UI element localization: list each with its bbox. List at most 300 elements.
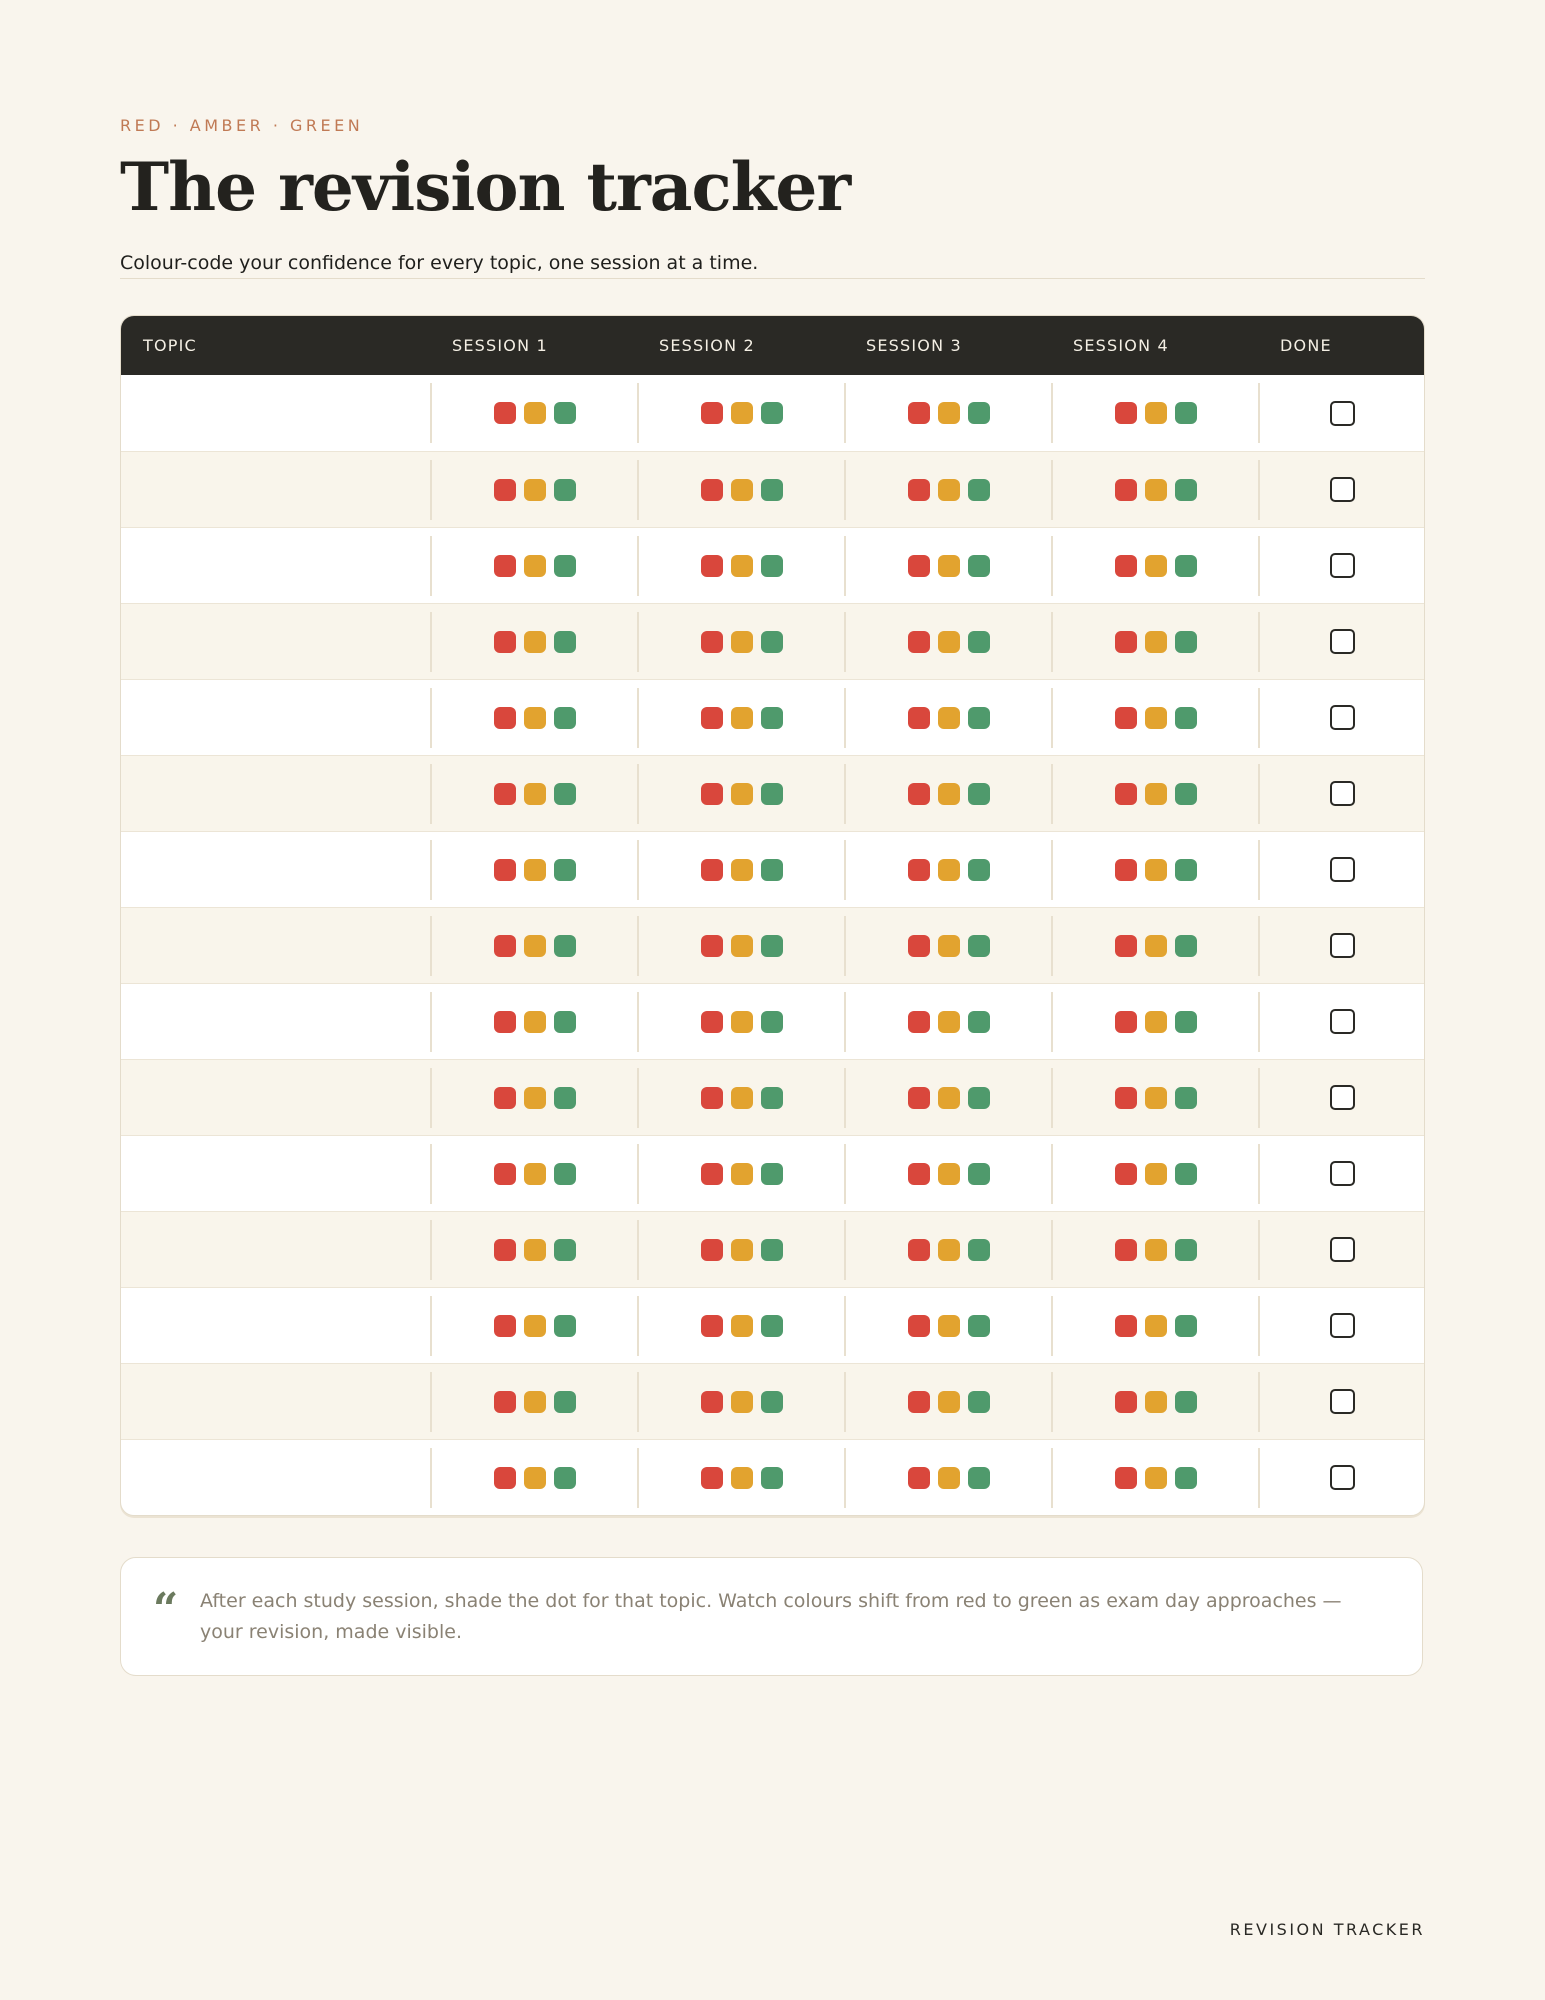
topic-field[interactable] xyxy=(121,612,430,672)
done-cell xyxy=(1258,460,1424,520)
green-dot[interactable] xyxy=(554,479,576,501)
green-dot[interactable] xyxy=(1175,1163,1197,1185)
rag-dot-group xyxy=(908,1163,990,1185)
topic-field[interactable] xyxy=(121,1220,430,1280)
red-dot[interactable] xyxy=(494,707,516,729)
red-dot[interactable] xyxy=(701,479,723,501)
session-3-cell xyxy=(844,764,1051,824)
topic-field[interactable] xyxy=(121,1448,430,1508)
rag-dot-group xyxy=(494,555,576,577)
red-dot[interactable] xyxy=(494,555,516,577)
done-checkbox[interactable] xyxy=(1330,781,1355,806)
green-dot[interactable] xyxy=(761,631,783,653)
red-dot[interactable] xyxy=(494,1163,516,1185)
amber-dot[interactable] xyxy=(1145,1467,1167,1489)
rag-dot-group xyxy=(494,402,576,424)
session-4-cell xyxy=(1051,1448,1258,1508)
done-checkbox[interactable] xyxy=(1330,1313,1355,1338)
amber-dot[interactable] xyxy=(938,555,960,577)
session-2-cell xyxy=(637,840,844,900)
red-dot[interactable] xyxy=(1115,935,1137,957)
rag-dot-group xyxy=(701,1391,783,1413)
topic-field[interactable] xyxy=(121,1068,430,1128)
red-dot[interactable] xyxy=(701,859,723,881)
table-row xyxy=(121,451,1424,527)
green-dot[interactable] xyxy=(968,1239,990,1261)
amber-dot[interactable] xyxy=(524,707,546,729)
red-dot[interactable] xyxy=(1115,707,1137,729)
red-dot[interactable] xyxy=(701,707,723,729)
green-dot[interactable] xyxy=(1175,1239,1197,1261)
amber-dot[interactable] xyxy=(1145,1011,1167,1033)
amber-dot[interactable] xyxy=(731,1163,753,1185)
red-dot[interactable] xyxy=(701,1315,723,1337)
amber-dot[interactable] xyxy=(1145,707,1167,729)
done-checkbox[interactable] xyxy=(1330,401,1355,426)
red-dot[interactable] xyxy=(1115,783,1137,805)
green-dot[interactable] xyxy=(554,859,576,881)
green-dot[interactable] xyxy=(968,707,990,729)
session-4-cell xyxy=(1051,1296,1258,1356)
topic-field[interactable] xyxy=(121,688,430,748)
session-4-cell xyxy=(1051,992,1258,1052)
red-dot[interactable] xyxy=(908,479,930,501)
green-dot[interactable] xyxy=(761,555,783,577)
amber-dot[interactable] xyxy=(524,1467,546,1489)
amber-dot[interactable] xyxy=(938,1011,960,1033)
amber-dot[interactable] xyxy=(524,1391,546,1413)
green-dot[interactable] xyxy=(761,1315,783,1337)
done-checkbox[interactable] xyxy=(1330,629,1355,654)
green-dot[interactable] xyxy=(968,1163,990,1185)
green-dot[interactable] xyxy=(1175,631,1197,653)
tip-text: After each study session, shade the dot for that topic. Watch colours shift from red to green as exam day approaches — your revision, made visible. xyxy=(200,1590,1342,1643)
green-dot[interactable] xyxy=(554,1467,576,1489)
done-checkbox[interactable] xyxy=(1330,1389,1355,1414)
done-cell xyxy=(1258,992,1424,1052)
done-cell xyxy=(1258,1448,1424,1508)
topic-field[interactable] xyxy=(121,460,430,520)
amber-dot[interactable] xyxy=(731,935,753,957)
rag-dot-group xyxy=(908,555,990,577)
session-3-cell xyxy=(844,1448,1051,1508)
red-dot[interactable] xyxy=(908,1011,930,1033)
red-dot[interactable] xyxy=(701,402,723,424)
green-dot[interactable] xyxy=(554,1087,576,1109)
red-dot[interactable] xyxy=(701,1163,723,1185)
red-dot[interactable] xyxy=(908,859,930,881)
table-row xyxy=(121,907,1424,983)
red-dot[interactable] xyxy=(908,935,930,957)
rag-dot-group xyxy=(701,1087,783,1109)
green-dot[interactable] xyxy=(968,631,990,653)
session-3-cell xyxy=(844,840,1051,900)
done-checkbox[interactable] xyxy=(1330,933,1355,958)
amber-dot[interactable] xyxy=(938,631,960,653)
topic-field[interactable] xyxy=(121,1296,430,1356)
green-dot[interactable] xyxy=(554,1011,576,1033)
eyebrow-label: RED · AMBER · GREEN xyxy=(120,116,364,135)
topic-field[interactable] xyxy=(121,840,430,900)
amber-dot[interactable] xyxy=(731,555,753,577)
amber-dot[interactable] xyxy=(524,1239,546,1261)
red-dot[interactable] xyxy=(908,631,930,653)
done-checkbox[interactable] xyxy=(1330,1465,1355,1490)
red-dot[interactable] xyxy=(494,1011,516,1033)
green-dot[interactable] xyxy=(554,707,576,729)
red-dot[interactable] xyxy=(494,479,516,501)
red-dot[interactable] xyxy=(494,1239,516,1261)
green-dot[interactable] xyxy=(554,631,576,653)
header-session-1: SESSION 1 xyxy=(452,336,548,355)
topic-field[interactable] xyxy=(121,1144,430,1204)
topic-field[interactable] xyxy=(121,1372,430,1432)
table-row xyxy=(121,1439,1424,1515)
rag-dot-group xyxy=(1115,631,1197,653)
done-cell xyxy=(1258,916,1424,976)
rag-dot-group xyxy=(701,707,783,729)
amber-dot[interactable] xyxy=(524,1011,546,1033)
session-2-cell xyxy=(637,1296,844,1356)
green-dot[interactable] xyxy=(1175,707,1197,729)
red-dot[interactable] xyxy=(701,631,723,653)
done-checkbox[interactable] xyxy=(1330,1085,1355,1110)
amber-dot[interactable] xyxy=(1145,555,1167,577)
rag-dot-group xyxy=(908,1467,990,1489)
amber-dot[interactable] xyxy=(524,479,546,501)
footer-label: REVISION TRACKER xyxy=(1229,1920,1425,1939)
rag-dot-group xyxy=(1115,555,1197,577)
green-dot[interactable] xyxy=(554,935,576,957)
amber-dot[interactable] xyxy=(731,859,753,881)
rag-dot-group xyxy=(908,935,990,957)
amber-dot[interactable] xyxy=(731,631,753,653)
amber-dot[interactable] xyxy=(1145,1315,1167,1337)
green-dot[interactable] xyxy=(968,783,990,805)
green-dot[interactable] xyxy=(1175,555,1197,577)
red-dot[interactable] xyxy=(1115,1239,1137,1261)
green-dot[interactable] xyxy=(968,859,990,881)
rag-dot-group xyxy=(908,859,990,881)
rag-dot-group xyxy=(494,1467,576,1489)
rag-dot-group xyxy=(908,402,990,424)
session-2-cell xyxy=(637,1068,844,1128)
red-dot[interactable] xyxy=(494,935,516,957)
amber-dot[interactable] xyxy=(524,1087,546,1109)
red-dot[interactable] xyxy=(908,707,930,729)
green-dot[interactable] xyxy=(1175,1391,1197,1413)
amber-dot[interactable] xyxy=(938,479,960,501)
green-dot[interactable] xyxy=(968,1011,990,1033)
amber-dot[interactable] xyxy=(1145,1391,1167,1413)
amber-dot[interactable] xyxy=(524,1315,546,1337)
amber-dot[interactable] xyxy=(938,707,960,729)
green-dot[interactable] xyxy=(761,1467,783,1489)
topic-field[interactable] xyxy=(121,916,430,976)
topic-field[interactable] xyxy=(121,764,430,824)
amber-dot[interactable] xyxy=(731,783,753,805)
green-dot[interactable] xyxy=(968,402,990,424)
amber-dot[interactable] xyxy=(731,402,753,424)
table-row xyxy=(121,1363,1424,1439)
green-dot[interactable] xyxy=(761,1239,783,1261)
red-dot[interactable] xyxy=(908,1315,930,1337)
amber-dot[interactable] xyxy=(1145,935,1167,957)
red-dot[interactable] xyxy=(908,555,930,577)
table-row xyxy=(121,527,1424,603)
red-dot[interactable] xyxy=(908,1087,930,1109)
topic-field[interactable] xyxy=(121,383,430,443)
red-dot[interactable] xyxy=(1115,631,1137,653)
session-1-cell xyxy=(430,1296,637,1356)
green-dot[interactable] xyxy=(554,555,576,577)
red-dot[interactable] xyxy=(494,859,516,881)
rag-dot-group xyxy=(1115,859,1197,881)
session-2-cell xyxy=(637,916,844,976)
amber-dot[interactable] xyxy=(1145,859,1167,881)
green-dot[interactable] xyxy=(761,707,783,729)
table-row xyxy=(121,1211,1424,1287)
session-1-cell xyxy=(430,840,637,900)
green-dot[interactable] xyxy=(968,555,990,577)
red-dot[interactable] xyxy=(701,1011,723,1033)
rag-dot-group xyxy=(1115,1467,1197,1489)
tracker-table xyxy=(120,315,1425,1516)
red-dot[interactable] xyxy=(701,1087,723,1109)
amber-dot[interactable] xyxy=(524,935,546,957)
green-dot[interactable] xyxy=(554,1163,576,1185)
rag-dot-group xyxy=(908,1315,990,1337)
session-1-cell xyxy=(430,612,637,672)
green-dot[interactable] xyxy=(554,1315,576,1337)
rag-dot-group xyxy=(494,1011,576,1033)
session-2-cell xyxy=(637,460,844,520)
rag-dot-group xyxy=(1115,1391,1197,1413)
session-3-cell xyxy=(844,992,1051,1052)
red-dot[interactable] xyxy=(1115,479,1137,501)
green-dot[interactable] xyxy=(761,783,783,805)
red-dot[interactable] xyxy=(494,1467,516,1489)
rag-dot-group xyxy=(1115,1087,1197,1109)
green-dot[interactable] xyxy=(968,1087,990,1109)
amber-dot[interactable] xyxy=(938,1239,960,1261)
green-dot[interactable] xyxy=(1175,859,1197,881)
rag-dot-group xyxy=(701,1315,783,1337)
green-dot[interactable] xyxy=(1175,1467,1197,1489)
session-1-cell xyxy=(430,992,637,1052)
amber-dot[interactable] xyxy=(1145,783,1167,805)
rag-dot-group xyxy=(494,1239,576,1261)
red-dot[interactable] xyxy=(908,783,930,805)
done-cell xyxy=(1258,383,1424,443)
session-4-cell xyxy=(1051,536,1258,596)
green-dot[interactable] xyxy=(554,402,576,424)
rag-dot-group xyxy=(494,859,576,881)
green-dot[interactable] xyxy=(554,1239,576,1261)
amber-dot[interactable] xyxy=(938,859,960,881)
done-checkbox[interactable] xyxy=(1330,477,1355,502)
green-dot[interactable] xyxy=(761,859,783,881)
session-2-cell xyxy=(637,1448,844,1508)
amber-dot[interactable] xyxy=(731,479,753,501)
red-dot[interactable] xyxy=(494,1315,516,1337)
session-2-cell xyxy=(637,1144,844,1204)
amber-dot[interactable] xyxy=(524,783,546,805)
session-1-cell xyxy=(430,383,637,443)
amber-dot[interactable] xyxy=(731,707,753,729)
red-dot[interactable] xyxy=(1115,859,1137,881)
done-cell xyxy=(1258,1220,1424,1280)
amber-dot[interactable] xyxy=(1145,631,1167,653)
amber-dot[interactable] xyxy=(731,1011,753,1033)
session-4-cell xyxy=(1051,1372,1258,1432)
red-dot[interactable] xyxy=(701,1239,723,1261)
red-dot[interactable] xyxy=(1115,555,1137,577)
green-dot[interactable] xyxy=(1175,1315,1197,1337)
red-dot[interactable] xyxy=(908,402,930,424)
green-dot[interactable] xyxy=(761,1087,783,1109)
red-dot[interactable] xyxy=(1115,1467,1137,1489)
green-dot[interactable] xyxy=(968,1467,990,1489)
green-dot[interactable] xyxy=(554,1391,576,1413)
amber-dot[interactable] xyxy=(1145,1163,1167,1185)
table-body xyxy=(121,375,1424,1515)
green-dot[interactable] xyxy=(968,935,990,957)
amber-dot[interactable] xyxy=(1145,1239,1167,1261)
tip-card xyxy=(120,1557,1423,1676)
rag-dot-group xyxy=(1115,783,1197,805)
session-4-cell xyxy=(1051,840,1258,900)
amber-dot[interactable] xyxy=(731,1391,753,1413)
done-checkbox[interactable] xyxy=(1330,857,1355,882)
amber-dot[interactable] xyxy=(1145,479,1167,501)
amber-dot[interactable] xyxy=(524,631,546,653)
green-dot[interactable] xyxy=(968,1315,990,1337)
amber-dot[interactable] xyxy=(731,1239,753,1261)
rag-dot-group xyxy=(908,783,990,805)
red-dot[interactable] xyxy=(494,402,516,424)
red-dot[interactable] xyxy=(494,631,516,653)
green-dot[interactable] xyxy=(1175,1087,1197,1109)
rag-dot-group xyxy=(494,1315,576,1337)
red-dot[interactable] xyxy=(701,555,723,577)
red-dot[interactable] xyxy=(1115,402,1137,424)
session-2-cell xyxy=(637,688,844,748)
green-dot[interactable] xyxy=(761,402,783,424)
red-dot[interactable] xyxy=(494,1391,516,1413)
amber-dot[interactable] xyxy=(524,402,546,424)
red-dot[interactable] xyxy=(1115,1011,1137,1033)
green-dot[interactable] xyxy=(554,783,576,805)
amber-dot[interactable] xyxy=(938,1391,960,1413)
green-dot[interactable] xyxy=(761,935,783,957)
amber-dot[interactable] xyxy=(1145,402,1167,424)
amber-dot[interactable] xyxy=(524,859,546,881)
red-dot[interactable] xyxy=(908,1391,930,1413)
done-checkbox[interactable] xyxy=(1330,1009,1355,1034)
amber-dot[interactable] xyxy=(1145,1087,1167,1109)
session-4-cell xyxy=(1051,1220,1258,1280)
topic-field[interactable] xyxy=(121,992,430,1052)
red-dot[interactable] xyxy=(494,1087,516,1109)
green-dot[interactable] xyxy=(968,479,990,501)
session-2-cell xyxy=(637,383,844,443)
green-dot[interactable] xyxy=(761,1011,783,1033)
session-1-cell xyxy=(430,536,637,596)
done-checkbox[interactable] xyxy=(1330,705,1355,730)
rag-dot-group xyxy=(494,479,576,501)
session-3-cell xyxy=(844,612,1051,672)
amber-dot[interactable] xyxy=(938,1467,960,1489)
done-cell xyxy=(1258,1296,1424,1356)
amber-dot[interactable] xyxy=(524,1163,546,1185)
page-subtitle: Colour-code your confidence for every topic, one session at a time. xyxy=(120,252,1425,279)
red-dot[interactable] xyxy=(1115,1163,1137,1185)
amber-dot[interactable] xyxy=(938,1087,960,1109)
red-dot[interactable] xyxy=(701,783,723,805)
rag-dot-group xyxy=(701,631,783,653)
session-4-cell xyxy=(1051,916,1258,976)
amber-dot[interactable] xyxy=(938,402,960,424)
page-title: The revision tracker xyxy=(120,148,851,226)
amber-dot[interactable] xyxy=(731,1467,753,1489)
red-dot[interactable] xyxy=(908,1163,930,1185)
rag-dot-group xyxy=(494,1163,576,1185)
red-dot[interactable] xyxy=(701,1391,723,1413)
green-dot[interactable] xyxy=(1175,783,1197,805)
rag-dot-group xyxy=(908,707,990,729)
green-dot[interactable] xyxy=(761,1163,783,1185)
green-dot[interactable] xyxy=(761,1391,783,1413)
done-checkbox[interactable] xyxy=(1330,1237,1355,1262)
done-checkbox[interactable] xyxy=(1330,1161,1355,1186)
red-dot[interactable] xyxy=(701,1467,723,1489)
topic-field[interactable] xyxy=(121,536,430,596)
red-dot[interactable] xyxy=(908,1467,930,1489)
rag-dot-group xyxy=(701,555,783,577)
green-dot[interactable] xyxy=(1175,935,1197,957)
session-4-cell xyxy=(1051,1068,1258,1128)
green-dot[interactable] xyxy=(1175,402,1197,424)
session-3-cell xyxy=(844,383,1051,443)
red-dot[interactable] xyxy=(1115,1391,1137,1413)
amber-dot[interactable] xyxy=(524,555,546,577)
green-dot[interactable] xyxy=(1175,1011,1197,1033)
red-dot[interactable] xyxy=(701,935,723,957)
red-dot[interactable] xyxy=(1115,1315,1137,1337)
red-dot[interactable] xyxy=(908,1239,930,1261)
amber-dot[interactable] xyxy=(938,783,960,805)
red-dot[interactable] xyxy=(1115,1087,1137,1109)
amber-dot[interactable] xyxy=(938,1315,960,1337)
session-3-cell xyxy=(844,1296,1051,1356)
amber-dot[interactable] xyxy=(731,1087,753,1109)
session-1-cell xyxy=(430,1448,637,1508)
green-dot[interactable] xyxy=(1175,479,1197,501)
rag-dot-group xyxy=(494,783,576,805)
red-dot[interactable] xyxy=(494,783,516,805)
done-checkbox[interactable] xyxy=(1330,553,1355,578)
amber-dot[interactable] xyxy=(938,1163,960,1185)
rag-dot-group xyxy=(494,707,576,729)
rag-dot-group xyxy=(1115,935,1197,957)
green-dot[interactable] xyxy=(761,479,783,501)
amber-dot[interactable] xyxy=(938,935,960,957)
session-1-cell xyxy=(430,688,637,748)
session-1-cell xyxy=(430,1144,637,1204)
green-dot[interactable] xyxy=(968,1391,990,1413)
amber-dot[interactable] xyxy=(731,1315,753,1337)
